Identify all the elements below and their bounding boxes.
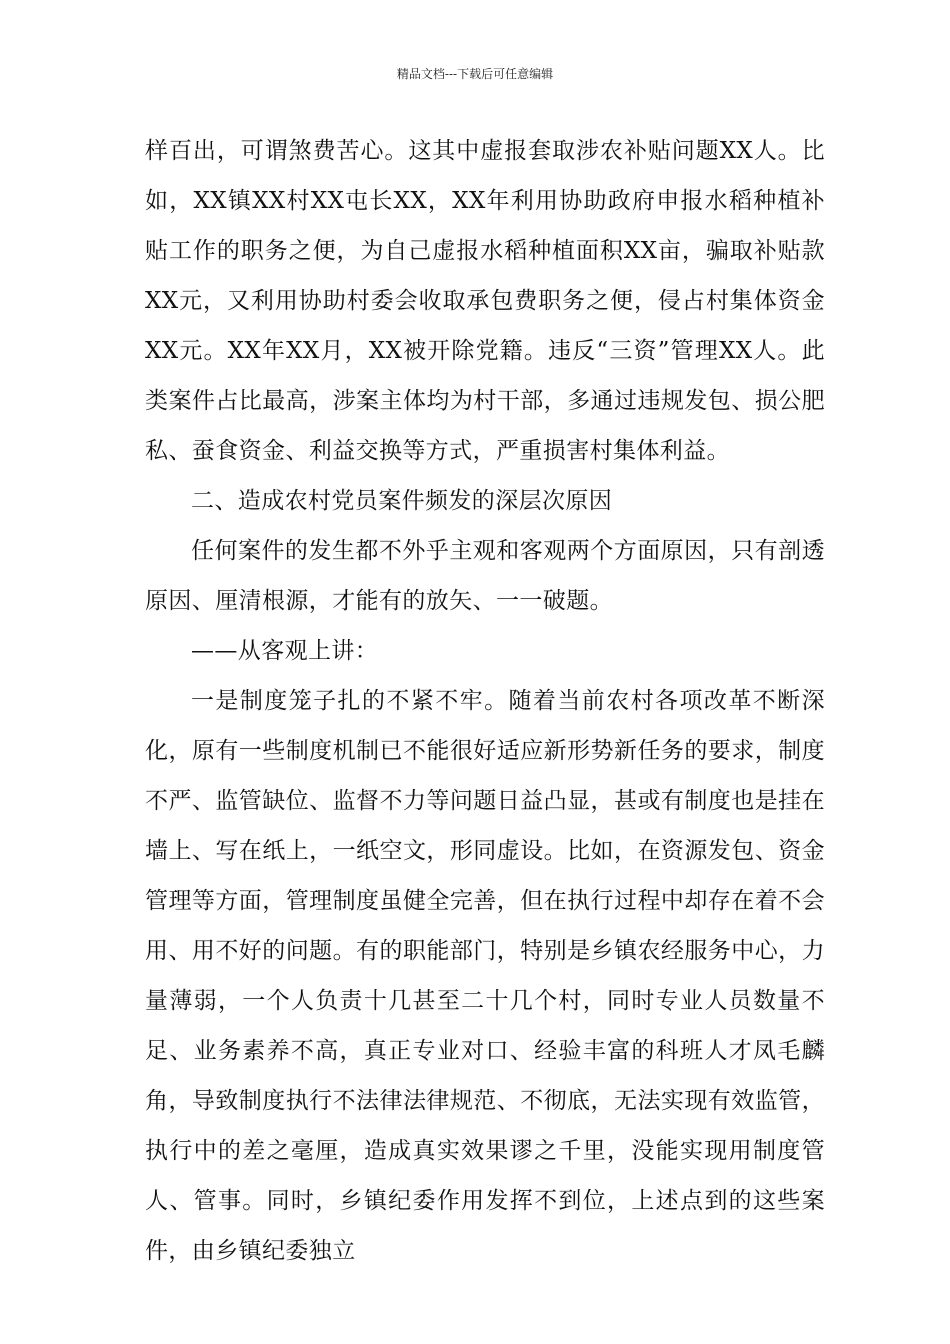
subheading-objective: ——从客观上讲： xyxy=(191,638,379,664)
document-body xyxy=(145,126,825,1276)
paragraph-continuation: 样百出，可谓煞费苦心。这其中虚报套取涉农补贴问题XX人。比如，XX镇XX村XX屯长XX，XX年利用协助政府申报水稻种植补贴工作的职务之便，为自己虚报水稻种植面积XX亩，骗取补贴款XX元，又利用协助村委会收取承包费职务之便，侵占村集体资金XX元。XX年XX月，XX被开除党籍。违反“三资”管理XX人。此类案件占比最高，涉案主体均为村干部，多通过违规发包、损公肥私、蚕食资金、利益交换等方式，严重损害村集体利益。 xyxy=(145,138,825,464)
paragraph-intro: 任何案件的发生都不外乎主观和客观两个方面原因，只有剖透原因、厘清根源，才能有的放矢、一一破题。 xyxy=(145,538,825,614)
section-heading: 二、造成农村党员案件频发的深层次原因 xyxy=(191,488,613,514)
paragraph-point-one: 一是制度笼子扎的不紧不牢。随着当前农村各项改革不断深化，原有一些制度机制已不能很好适应新形势新任务的要求，制度不严、监管缺位、监督不力等问题日益凸显，甚或有制度也是挂在墙上、写在纸上，一纸空文，形同虚设。比如，在资源发包、资金管理等方面，管理制度虽健全完善，但在执行过程中却存在着不会用、用不好的问题。有的职能部门，特别是乡镇农经服务中心，力量薄弱，一个人负责十几甚至二十几个村，同时专业人员数量不足、业务素养不高，真正专业对口、经验丰富的科班人才凤毛麟角，导致制度执行不法律法律规范、不彻底，无法实现有效监管，执行中的差之毫厘，造成真实效果谬之千里，没能实现用制度管人、管事。同时，乡镇纪委作用发挥不到位，上述点到的这些案件，由乡镇纪委独立 xyxy=(145,688,825,1264)
page-header: 精品文档---下载后可任意编辑 xyxy=(396,67,554,81)
